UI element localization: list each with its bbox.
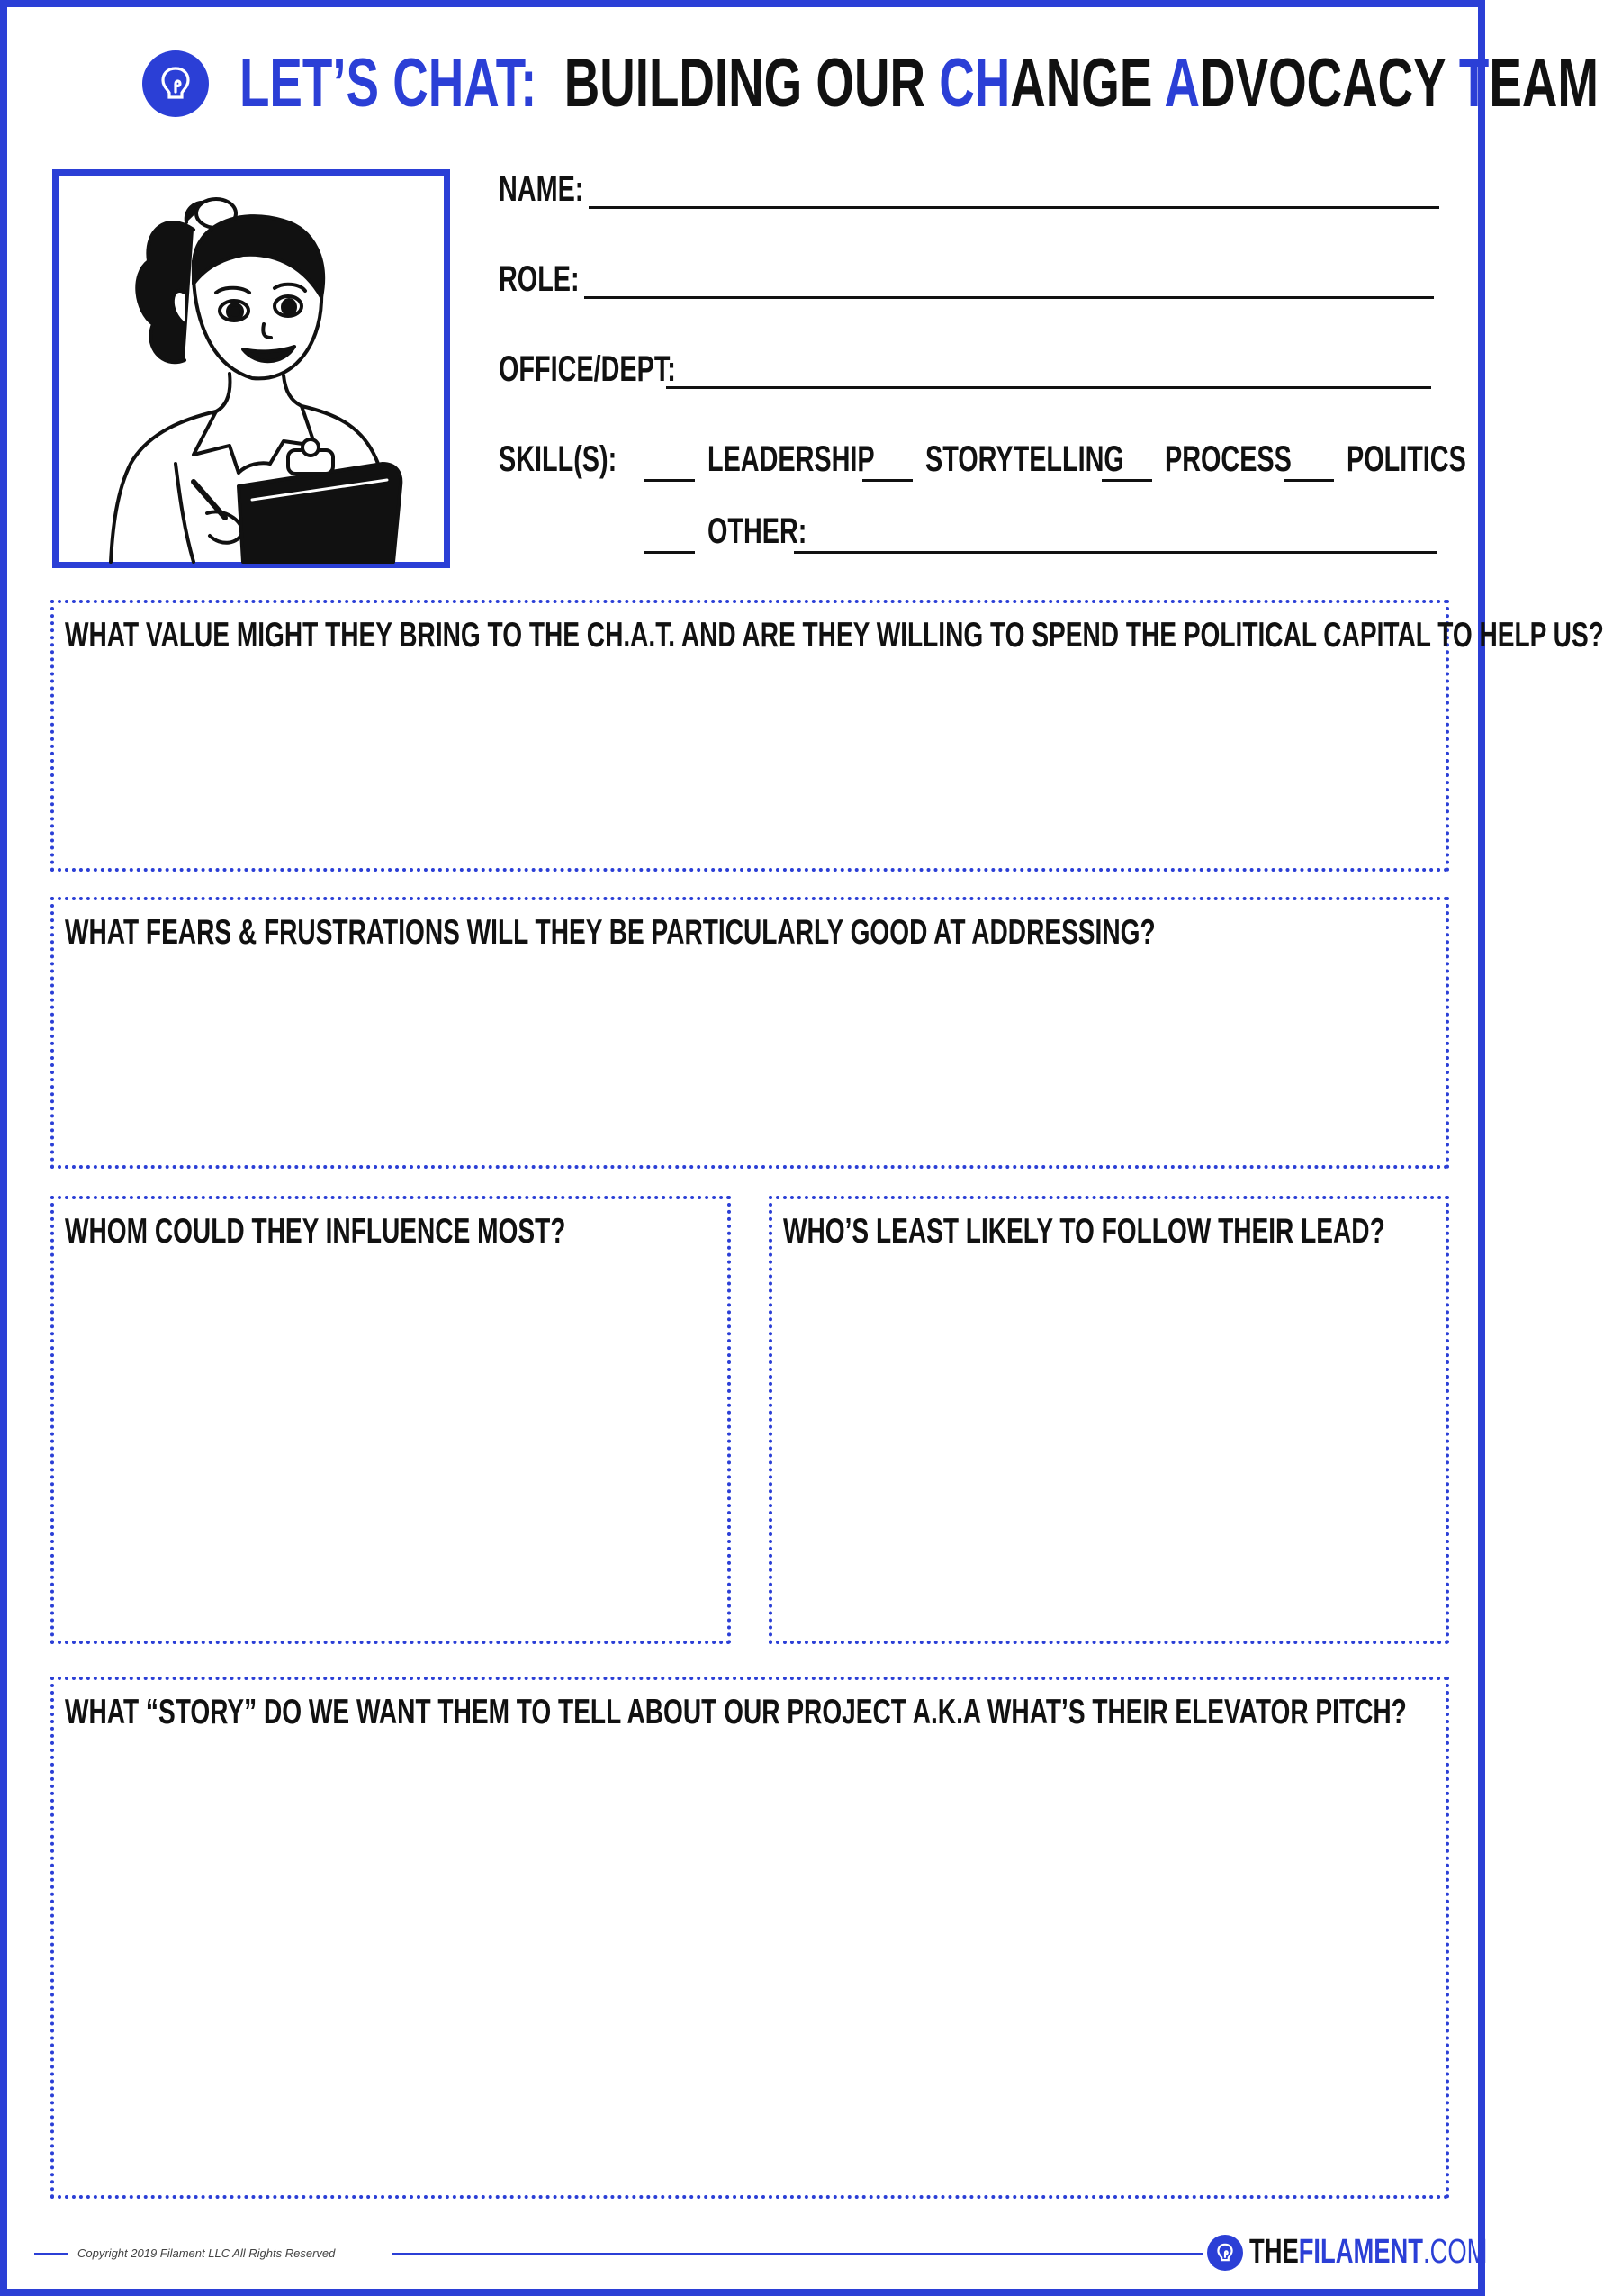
- footer-filament-bulb-icon: [1207, 2235, 1243, 2271]
- page-title: [239, 45, 1599, 122]
- footer-rule-left: [34, 2253, 68, 2255]
- skill-blank-other[interactable]: [644, 551, 695, 554]
- title-highlight-ch: CH: [939, 45, 1011, 122]
- story-question-box[interactable]: [50, 1677, 1449, 2199]
- skill-blank-storytelling[interactable]: [862, 479, 913, 482]
- role-line[interactable]: [584, 296, 1434, 299]
- other-skill-row: [499, 508, 1444, 558]
- other-label: OTHER:: [707, 511, 807, 551]
- portrait-frame: [52, 169, 450, 568]
- brand-the: THE: [1249, 2233, 1299, 2271]
- skills-row: [499, 436, 1466, 486]
- brand-com: .COM: [1423, 2233, 1488, 2271]
- title-highlight-t: T: [1458, 45, 1490, 122]
- skill-storytelling: STORYTELLING: [925, 439, 1124, 479]
- title-highlight-a: A: [1164, 45, 1201, 122]
- skill-process: PROCESS: [1165, 439, 1292, 479]
- title-dvocacy: DVOCACY: [1200, 45, 1459, 122]
- role-field[interactable]: [499, 256, 1444, 306]
- other-line[interactable]: [794, 551, 1437, 554]
- name-label: NAME:: [499, 169, 584, 209]
- skill-leadership: LEADERSHIP: [707, 439, 875, 479]
- filament-bulb-icon: [142, 50, 209, 117]
- influence-question: WHOM COULD THEY INFLUENCE MOST?: [65, 1212, 566, 1251]
- role-label: ROLE:: [499, 259, 580, 299]
- footer-rule-right: [392, 2253, 1203, 2255]
- office-dept-label: OFFICE/DEPT:: [499, 349, 676, 389]
- title-eam: EAM: [1489, 45, 1599, 122]
- fears-question-box[interactable]: [50, 897, 1449, 1169]
- copyright-text: Copyright 2019 Filament LLC All Rights Reserved: [77, 2246, 336, 2260]
- name-field[interactable]: [499, 166, 1444, 216]
- title-ange: ANGE: [1010, 45, 1165, 122]
- brand-filament: FILAMENT: [1298, 2233, 1424, 2271]
- skill-blank-politics[interactable]: [1284, 479, 1334, 482]
- influence-question-box[interactable]: [50, 1196, 731, 1644]
- least-likely-question-box[interactable]: [769, 1196, 1449, 1644]
- least-likely-question: WHO’S LEAST LIKELY TO FOLLOW THEIR LEAD?: [783, 1212, 1385, 1251]
- name-line[interactable]: [589, 206, 1439, 209]
- skill-blank-leadership[interactable]: [644, 479, 695, 482]
- woman-with-clipboard-illustration: [59, 176, 444, 562]
- office-dept-line[interactable]: [666, 386, 1431, 389]
- value-question-box[interactable]: [50, 600, 1604, 872]
- footer-brand-link[interactable]: [1249, 2232, 1487, 2272]
- value-question: WHAT VALUE MIGHT THEY BRING TO THE CH.A.T. AND ARE THEY WILLING TO SPEND THE POLITICAL CAPITAL TO HELP US?: [65, 616, 1604, 655]
- skill-politics: POLITICS: [1347, 439, 1466, 479]
- title-lets-chat: LET’S CHAT:: [239, 45, 537, 122]
- skill-blank-process[interactable]: [1102, 479, 1152, 482]
- office-dept-field[interactable]: [499, 346, 1444, 396]
- skills-label: SKILL(S):: [499, 439, 617, 479]
- fears-question: WHAT FEARS & FRUSTRATIONS WILL THEY BE PARTICULARLY GOOD AT ADDRESSING?: [65, 913, 1156, 952]
- title-building-our: BUILDING OUR: [563, 45, 940, 122]
- story-question: WHAT “STORY” DO WE WANT THEM TO TELL ABOUT OUR PROJECT A.K.A WHAT’S THEIR ELEVATOR PITCH?: [65, 1693, 1407, 1731]
